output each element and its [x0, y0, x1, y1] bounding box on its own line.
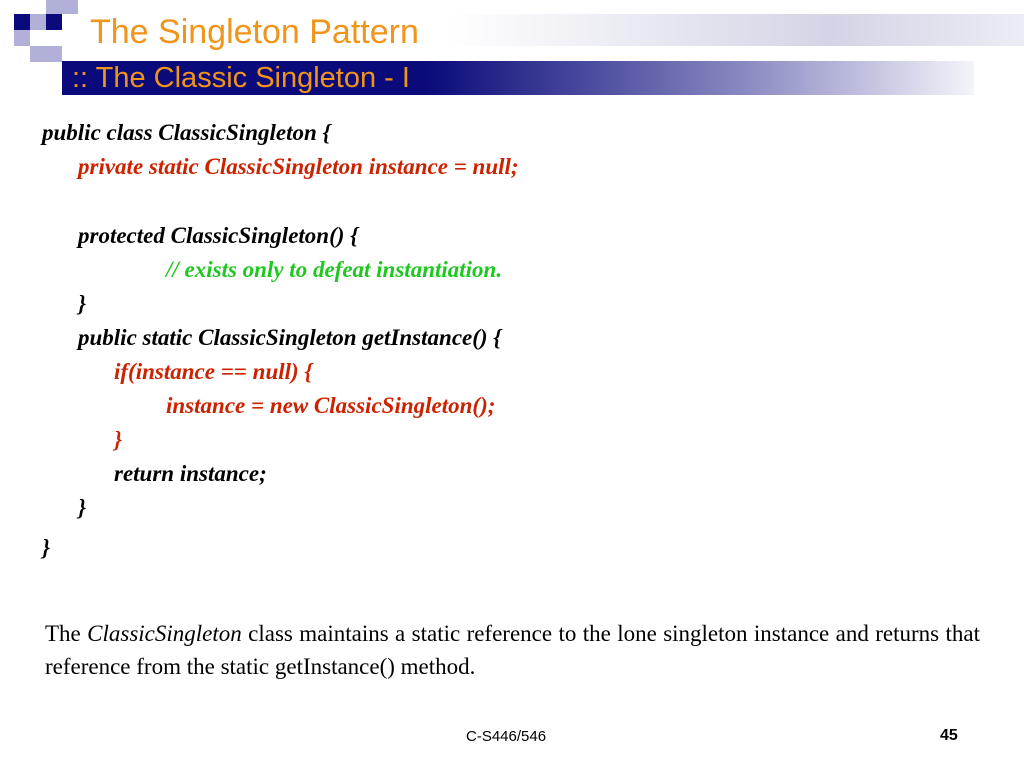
description-text: The [45, 621, 88, 646]
code-line: protected ClassicSingleton() { [78, 223, 359, 248]
logo-square [62, 0, 78, 14]
code-line: return instance; [114, 461, 267, 486]
class-name: ClassicSingleton [87, 621, 242, 646]
logo-square [46, 46, 62, 62]
slide-title: The Singleton Pattern [90, 13, 419, 51]
footer-course: C-S446/546 [466, 728, 547, 745]
description-paragraph [45, 617, 980, 683]
code-line: if(instance == null) { [114, 359, 313, 384]
code-line: } [114, 427, 123, 452]
description-text: class maintains a static reference to the lone singleton instance and returns that reference from the static getInstance() method. [45, 621, 980, 679]
code-line: } [78, 291, 87, 316]
code-line: private static ClassicSingleton instance = null; [78, 154, 519, 179]
code-comment: // exists only to defeat instantiation. [166, 257, 503, 282]
code-line: } [42, 535, 51, 560]
page-number: 45 [940, 727, 958, 744]
logo-square [30, 46, 46, 62]
logo-square [14, 30, 30, 46]
logo-square [14, 14, 30, 30]
code-line: public static ClassicSingleton getInstance() { [78, 325, 502, 350]
logo-square [46, 0, 62, 14]
code-line: } [78, 495, 87, 520]
code-line: public class ClassicSingleton { [42, 120, 331, 145]
code-line: instance = new ClassicSingleton(); [166, 393, 496, 418]
slide-subtitle: :: The Classic Singleton - I [72, 62, 410, 94]
logo-square [46, 14, 62, 30]
logo-square [30, 14, 46, 30]
